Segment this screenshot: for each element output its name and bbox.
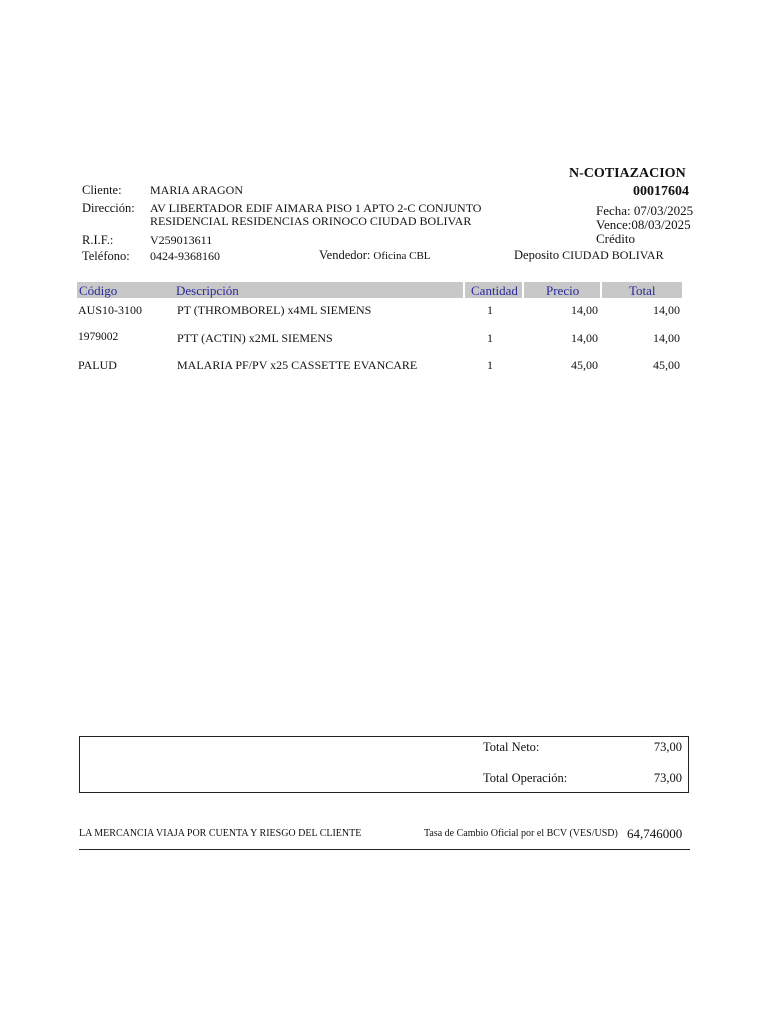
vendedor-value: Oficina CBL — [373, 250, 431, 262]
cliente-value: MARIA ARAGON — [150, 183, 244, 197]
rif-value: V259013611 — [150, 233, 213, 247]
document-number: 00017604 — [633, 184, 689, 199]
cell-total: 14,00 — [653, 331, 680, 345]
total-operacion-value: 73,00 — [653, 771, 682, 785]
disclaimer-text: LA MERCANCIA VIAJA POR CUENTA Y RIESGO DEL CLIENTE — [79, 828, 362, 839]
vendedor-label: Vendedor: — [319, 248, 371, 262]
cell-cantidad: 1 — [487, 303, 493, 317]
cell-cantidad: 1 — [487, 331, 493, 345]
column-header-total: Total — [629, 283, 656, 298]
cell-precio: 14,00 — [571, 303, 598, 317]
table-row — [77, 358, 682, 374]
deposito-line — [514, 249, 664, 263]
column-header-cantidad: Cantidad — [471, 283, 518, 298]
cell-precio: 14,00 — [571, 331, 598, 345]
document-title: N-COTIAZACION — [569, 166, 686, 181]
total-neto-value: 73,00 — [653, 740, 682, 754]
header-separator — [522, 282, 524, 298]
direccion-line-1: AV LIBERTADOR EDIF AIMARA PISO 1 APTO 2-C CONJUNTO — [150, 201, 482, 215]
vence-label: Vence: — [596, 217, 632, 232]
cell-codigo: PALUD — [78, 358, 117, 372]
cell-cantidad: 1 — [487, 358, 493, 372]
footer-divider — [79, 849, 690, 850]
cell-precio: 45,00 — [571, 358, 598, 372]
cell-descripcion: MALARIA PF/PV x25 CASSETTE EVANCARE — [177, 358, 418, 372]
cell-total: 14,00 — [653, 303, 680, 317]
deposito-value: CIUDAD BOLIVAR — [562, 248, 664, 262]
cell-total: 45,00 — [653, 358, 680, 372]
telefono-value: 0424-9368160 — [150, 249, 220, 263]
cell-descripcion: PTT (ACTIN) x2ML SIEMENS — [177, 331, 333, 345]
column-header-codigo: Código — [79, 283, 118, 298]
header-separator — [600, 282, 602, 298]
deposito-label: Deposito — [514, 248, 560, 262]
fecha-value: 07/03/2025 — [633, 203, 694, 218]
cell-codigo: 1979002 — [78, 331, 119, 343]
exchange-rate-label: Tasa de Cambio Oficial por el BCV (VES/USD) — [424, 828, 618, 839]
direccion-label: Dirección: — [82, 201, 135, 215]
payment-type: Crédito — [596, 231, 635, 246]
cliente-label: Cliente: — [82, 183, 122, 197]
direccion-line-2: RESIDENCIAL RESIDENCIAS ORINOCO CIUDAD BOLIVAR — [150, 214, 472, 228]
rif-label: R.I.F.: — [82, 233, 114, 247]
vendedor-line — [319, 249, 431, 263]
table-row — [77, 303, 682, 319]
exchange-rate-value: 64,746000 — [627, 826, 683, 841]
total-operacion-label: Total Operación: — [483, 771, 568, 785]
telefono-label: Teléfono: — [82, 249, 130, 263]
column-header-precio: Precio — [546, 283, 580, 298]
table-row — [77, 331, 682, 347]
vence-value: 08/03/2025 — [631, 217, 691, 232]
cell-codigo: AUS10-3100 — [78, 303, 143, 317]
header-separator — [463, 282, 465, 298]
fecha-label: Fecha: — [596, 203, 631, 218]
cell-descripcion: PT (THROMBOREL) x4ML SIEMENS — [177, 303, 372, 317]
items-table-header — [77, 282, 682, 298]
totals-box — [79, 736, 689, 793]
column-header-descripcion: Descripción — [176, 283, 239, 298]
total-neto-label: Total Neto: — [483, 740, 540, 754]
